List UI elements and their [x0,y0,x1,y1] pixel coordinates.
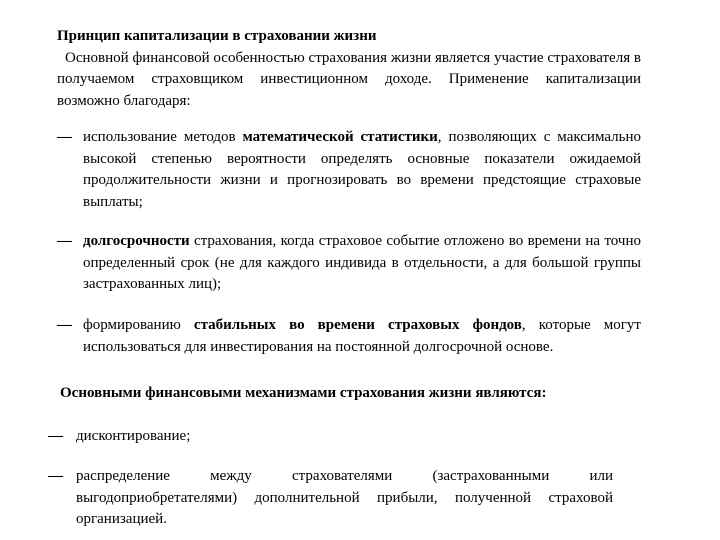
bullet-text-part: использование методов [83,129,243,145]
bullet-item-distribution [48,466,613,531]
bullet-text: распределение между страхователями (застрахованными или выгодоприобретателями) дополнительной прибыли, полученной страховой организацией. [76,468,613,527]
principle-intro: Основной финансовой особенностью страхования жизни является участие страхователя в получаемом страховщиком инвестиционном доходе. Применение капитализации возможно благодаря: [57,49,641,109]
bullet-text-part: , которые могут использоваться для инвестирования на постоянной долгосрочной основе. [83,317,641,355]
bullet-dash: — [57,317,72,333]
principle-title: Принцип капитализации в страховании жизни [57,28,377,44]
mechanisms-title: Основными финансовыми механизмами страхования жизни являются: [60,385,547,401]
bullet-item-funds [57,315,641,358]
bullet-text-bold: математической статистики [242,129,438,145]
bullet-item-discounting [48,426,613,448]
bullet-item-statistics [57,127,641,213]
bullet-text-part: формированию [83,317,194,333]
bullet-dash: — [57,129,72,145]
bullet-text [83,127,641,213]
bullet-text-bold: стабильных во времени страховых фондов [193,317,522,333]
bullet-text-part: страхования, когда страховое событие отложено во времени на точно определенный срок (не для каждого индивида в отдельности, а для большой группы застрахованных лиц); [83,233,641,292]
bullet-text [83,231,641,296]
bullet-text-part: , позволяющих с максимально высокой степенью вероятности определять основные показатели ожидаемой продолжительности жизни и прогнозировать во времени предстоящие страховые выплаты; [83,129,641,210]
bullet-dash: — [48,468,63,484]
bullet-text [83,315,641,358]
bullet-text-bold: долгосрочности [83,233,190,249]
section-principle [57,26,641,112]
bullet-item-longterm [57,231,641,296]
bullet-dash: — [48,428,63,444]
bullet-text: дисконтирование; [76,428,191,444]
bullet-dash: — [57,233,72,249]
